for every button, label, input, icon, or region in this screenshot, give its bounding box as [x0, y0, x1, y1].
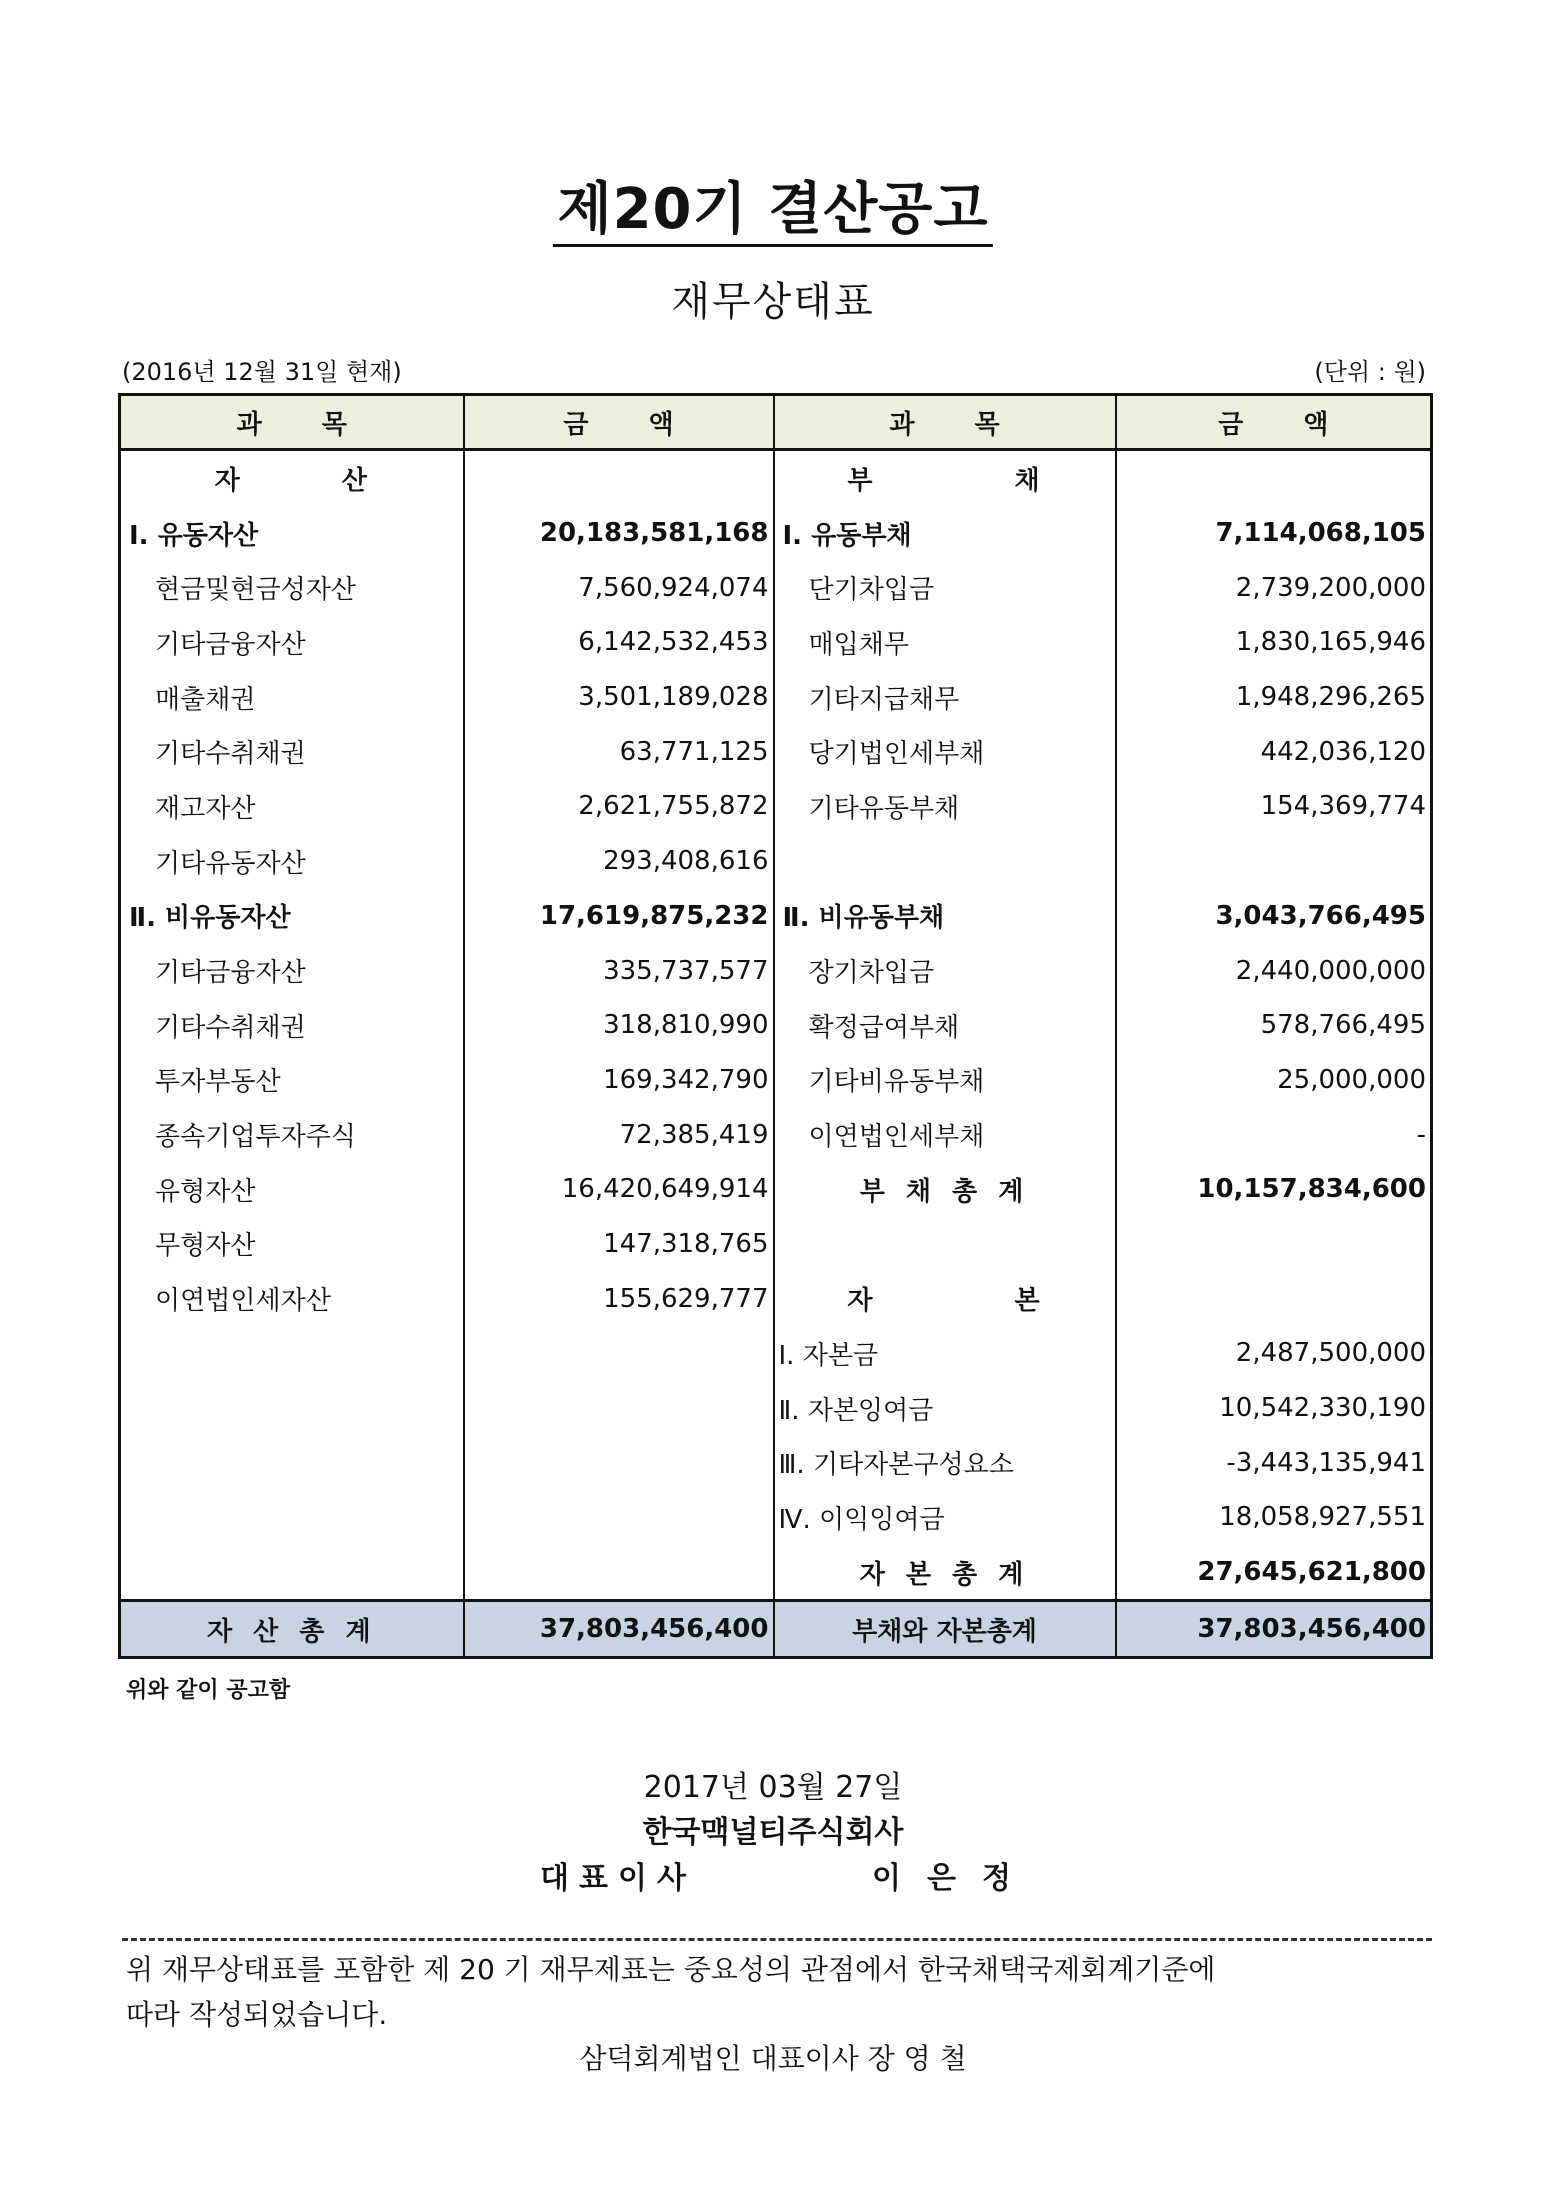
current-assets-amount: 20,183,581,168 — [464, 506, 774, 561]
section-equity: 자 본 — [774, 1271, 1116, 1326]
equity-item-label: Ⅰ. 자본금 — [774, 1326, 1116, 1381]
noncurrent-liabilities-label: Ⅱ. 비유동부채 — [774, 889, 1116, 944]
table-row — [120, 834, 1432, 889]
liabilities-total-label: 부 채 총 계 — [774, 1162, 1116, 1217]
table-row — [120, 1107, 1432, 1162]
table-row — [120, 1326, 1432, 1381]
grand-total-row — [120, 1601, 1432, 1658]
equity-item-label: Ⅱ. 자본잉여금 — [774, 1381, 1116, 1436]
asset-item-amount: 3,501,189,028 — [464, 670, 774, 725]
asset-item-amount: 2,621,755,872 — [464, 779, 774, 834]
table-row — [120, 1490, 1432, 1545]
announcement-date: 2017년 03월 27일 — [643, 1770, 903, 1805]
assets-total-label: 자 산 총 계 — [120, 1601, 464, 1658]
liability-item-label: 확정급여부채 — [774, 998, 1116, 1053]
asset-item-amount: 7,560,924,074 — [464, 560, 774, 615]
asset-item-label: 유형자산 — [120, 1162, 464, 1217]
equity-item-amount: 18,058,927,551 — [1116, 1490, 1432, 1545]
table-row — [120, 1545, 1432, 1601]
equity-item-amount: -3,443,135,941 — [1116, 1435, 1432, 1490]
asset-item-label: 기타금융자산 — [120, 943, 464, 998]
asset-item-label: 기타금융자산 — [120, 615, 464, 670]
asset-item-label: 기타수취채권 — [120, 998, 464, 1053]
header-item-left: 과 목 — [120, 395, 464, 450]
equity-item-label: Ⅳ. 이익잉여금 — [774, 1490, 1116, 1545]
header-amount-left: 금 액 — [464, 395, 774, 450]
table-row — [120, 998, 1432, 1053]
liability-item-label: 단기차입금 — [774, 560, 1116, 615]
liabilities-equity-total-label: 부채와 자본총계 — [774, 1601, 1116, 1658]
asset-item-label: 현금및현금성자산 — [120, 560, 464, 615]
table-row — [120, 506, 1432, 561]
liability-item-amount: 2,440,000,000 — [1116, 943, 1432, 998]
asset-item-amount: 147,318,765 — [464, 1217, 774, 1272]
asset-item-amount: 318,810,990 — [464, 998, 774, 1053]
noncurrent-liabilities-amount: 3,043,766,495 — [1116, 889, 1432, 944]
audit-opinion-line-2: 따라 작성되었습니다. — [126, 1998, 388, 2031]
page-title: 제20기 결산공고 — [0, 165, 1546, 245]
unit-label: (단위 : 원) — [1314, 358, 1426, 386]
auditor-signature: 삼덕회계법인 대표이사 장 영 철 — [579, 2042, 967, 2075]
liability-item-label: 기타지급채무 — [774, 670, 1116, 725]
liability-item-amount: 1,948,296,265 — [1116, 670, 1432, 725]
current-assets-label: Ⅰ. 유동자산 — [120, 506, 464, 561]
asset-item-label: 매출채권 — [120, 670, 464, 725]
asset-item-amount: 335,737,577 — [464, 943, 774, 998]
asset-item-amount: 72,385,419 — [464, 1107, 774, 1162]
as-of-date: (2016년 12월 31일 현재) — [122, 358, 402, 386]
table-row — [120, 670, 1432, 725]
section-liabilities: 부 채 — [774, 450, 1116, 506]
liability-item-amount: 442,036,120 — [1116, 724, 1432, 779]
equity-item-label: Ⅲ. 기타자본구성요소 — [774, 1435, 1116, 1490]
asset-item-label: 종속기업투자주식 — [120, 1107, 464, 1162]
table-row — [120, 1053, 1432, 1108]
statement-subtitle: 재무상태표 — [671, 279, 875, 325]
table-row — [120, 724, 1432, 779]
asset-item-label: 투자부동산 — [120, 1053, 464, 1108]
equity-item-amount: 2,487,500,000 — [1116, 1326, 1432, 1381]
dashed-divider — [122, 1938, 1432, 1941]
liability-item-amount: 1,830,165,946 — [1116, 615, 1432, 670]
table-row — [120, 1435, 1432, 1490]
liabilities-equity-total-amount: 37,803,456,400 — [1116, 1601, 1432, 1658]
asset-item-label: 기타수취채권 — [120, 724, 464, 779]
liability-item-amount: - — [1116, 1107, 1432, 1162]
equity-total-label: 자 본 총 계 — [774, 1545, 1116, 1601]
table-row — [120, 889, 1432, 944]
equity-total-amount: 27,645,621,800 — [1116, 1545, 1432, 1601]
asset-item-amount: 16,420,649,914 — [464, 1162, 774, 1217]
asset-item-label: 재고자산 — [120, 779, 464, 834]
table-row — [120, 560, 1432, 615]
table-row — [120, 450, 1432, 506]
noncurrent-assets-amount: 17,619,875,232 — [464, 889, 774, 944]
asset-item-amount: 63,771,125 — [464, 724, 774, 779]
ceo-name: 이은정 — [872, 1861, 1037, 1896]
table-row — [120, 1217, 1432, 1272]
company-name: 한국맥널티주식회사 — [642, 1815, 904, 1850]
liability-item-amount: 154,369,774 — [1116, 779, 1432, 834]
current-liabilities-label: Ⅰ. 유동부채 — [774, 506, 1116, 561]
table-header-row — [120, 395, 1432, 450]
balance-sheet-table — [118, 393, 1433, 1659]
header-amount-right: 금 액 — [1116, 395, 1432, 450]
liability-item-label: 당기법인세부채 — [774, 724, 1116, 779]
asset-item-label: 이연법인세자산 — [120, 1271, 464, 1326]
liability-item-amount: 578,766,495 — [1116, 998, 1432, 1053]
liability-item-label: 매입채무 — [774, 615, 1116, 670]
asset-item-amount: 169,342,790 — [464, 1053, 774, 1108]
liability-item-label: 이연법인세부채 — [774, 1107, 1116, 1162]
liability-item-amount: 25,000,000 — [1116, 1053, 1432, 1108]
asset-item-amount: 6,142,532,453 — [464, 615, 774, 670]
table-row — [120, 1271, 1432, 1326]
equity-item-amount: 10,542,330,190 — [1116, 1381, 1432, 1436]
table-row — [120, 779, 1432, 834]
asset-item-amount: 293,408,616 — [464, 834, 774, 889]
table-row — [120, 615, 1432, 670]
asset-item-amount: 155,629,777 — [464, 1271, 774, 1326]
liability-item-label: 기타유동부채 — [774, 779, 1116, 834]
header-item-right: 과 목 — [774, 395, 1116, 450]
liability-item-label: 장기차입금 — [774, 943, 1116, 998]
liabilities-total-amount: 10,157,834,600 — [1116, 1162, 1432, 1217]
table-row — [120, 943, 1432, 998]
audit-opinion-line-1: 위 재무상태표를 포함한 제 20 기 재무제표는 중요성의 관점에서 한국채택국제회계기준에 — [126, 1953, 1216, 1986]
asset-item-label: 기타유동자산 — [120, 834, 464, 889]
asset-item-label: 무형자산 — [120, 1217, 464, 1272]
table-row — [120, 1162, 1432, 1217]
noncurrent-assets-label: Ⅱ. 비유동자산 — [120, 889, 464, 944]
current-liabilities-amount: 7,114,068,105 — [1116, 506, 1432, 561]
ceo-title: 대표이사 — [540, 1861, 696, 1896]
assets-total-amount: 37,803,456,400 — [464, 1601, 774, 1658]
notice-text: 위와 같이 공고함 — [126, 1678, 291, 1703]
table-row — [120, 1381, 1432, 1436]
liability-item-amount: 2,739,200,000 — [1116, 560, 1432, 615]
section-assets: 자 산 — [120, 450, 464, 506]
liability-item-label: 기타비유동부채 — [774, 1053, 1116, 1108]
